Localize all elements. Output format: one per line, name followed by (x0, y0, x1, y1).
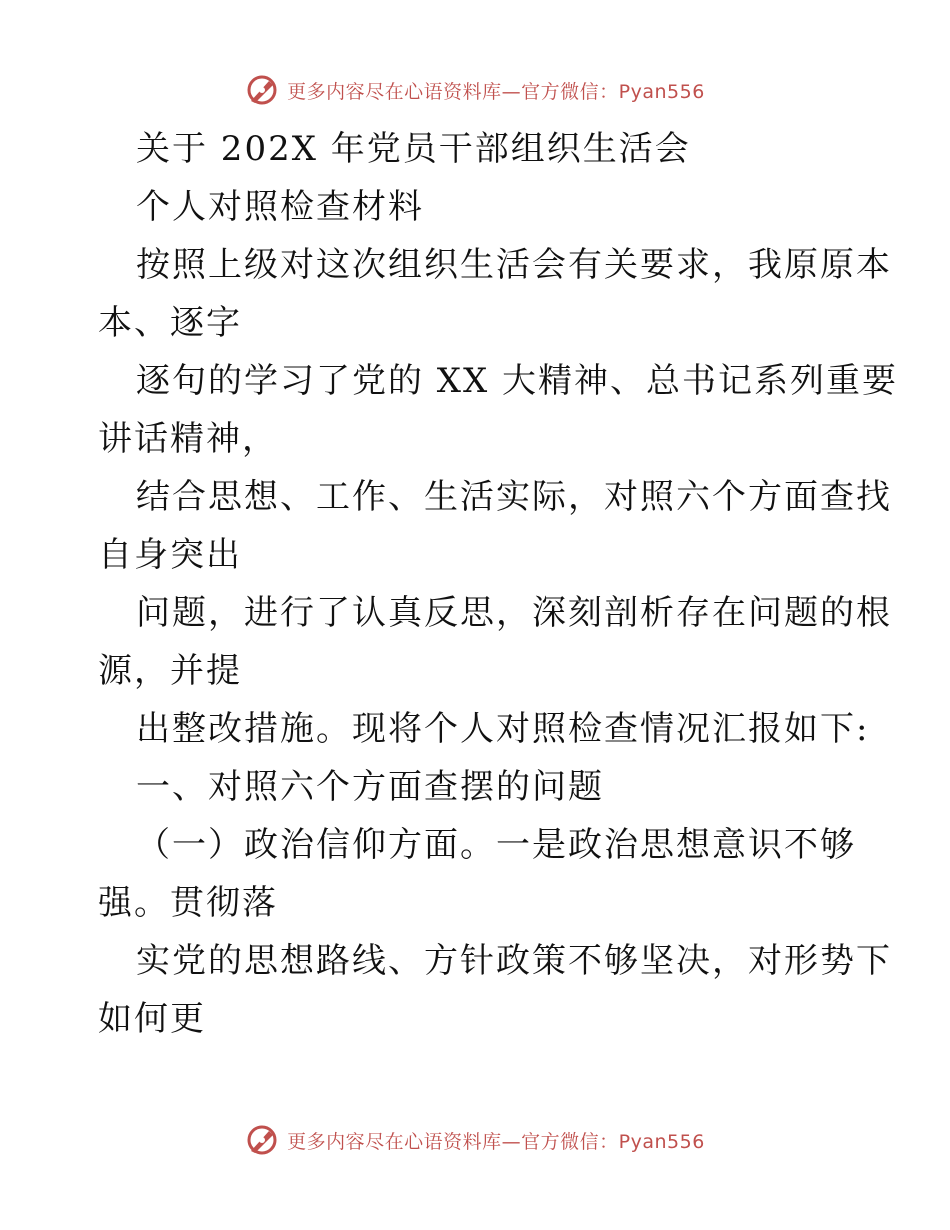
document-body (98, 120, 899, 1048)
doc-line-15: 实党的思想路线、方针政策不够坚决，对形势下 (136, 941, 892, 981)
doc-line-14: 强。贯彻落 (98, 883, 278, 923)
watermark-text: 更多内容尽在心语资料库—官方微信：Pyan556 (287, 80, 705, 103)
doc-line-11: 出整改措施。现将个人对照检查情况汇报如下: (136, 709, 870, 749)
doc-line-4: 本、逐字 (98, 303, 242, 343)
watermark-text: 更多内容尽在心语资料库—官方微信：Pyan556 (287, 1130, 705, 1153)
doc-line-12: 一、对照六个方面查摆的问题 (136, 767, 604, 807)
doc-line-7: 结合思想、工作、生活实际，对照六个方面查找 (136, 477, 892, 517)
doc-line-6: 讲话精神， (98, 419, 278, 459)
doc-line-3: 按照上级对这次组织生活会有关要求，我原原本 (136, 245, 892, 285)
doc-line-9: 问题，进行了认真反思，深刻剖析存在问题的根 (136, 593, 892, 633)
pen-logo-icon (245, 73, 279, 107)
doc-line-16: 如何更 (98, 999, 206, 1039)
doc-line-10: 源，并提 (98, 651, 242, 691)
doc-line-1: 关于 202X 年党员干部组织生活会 (136, 129, 691, 169)
doc-line-8: 自身突出 (98, 535, 242, 575)
doc-line-5: 逐句的学习了党的 XX 大精神、总书记系列重要 (136, 361, 899, 401)
header-watermark (0, 70, 950, 110)
doc-line-13: （一）政治信仰方面。一是政治思想意识不够 (136, 825, 856, 865)
footer-watermark (0, 1120, 950, 1160)
doc-line-2: 个人对照检查材料 (136, 187, 424, 227)
pen-logo-icon (245, 1123, 279, 1157)
